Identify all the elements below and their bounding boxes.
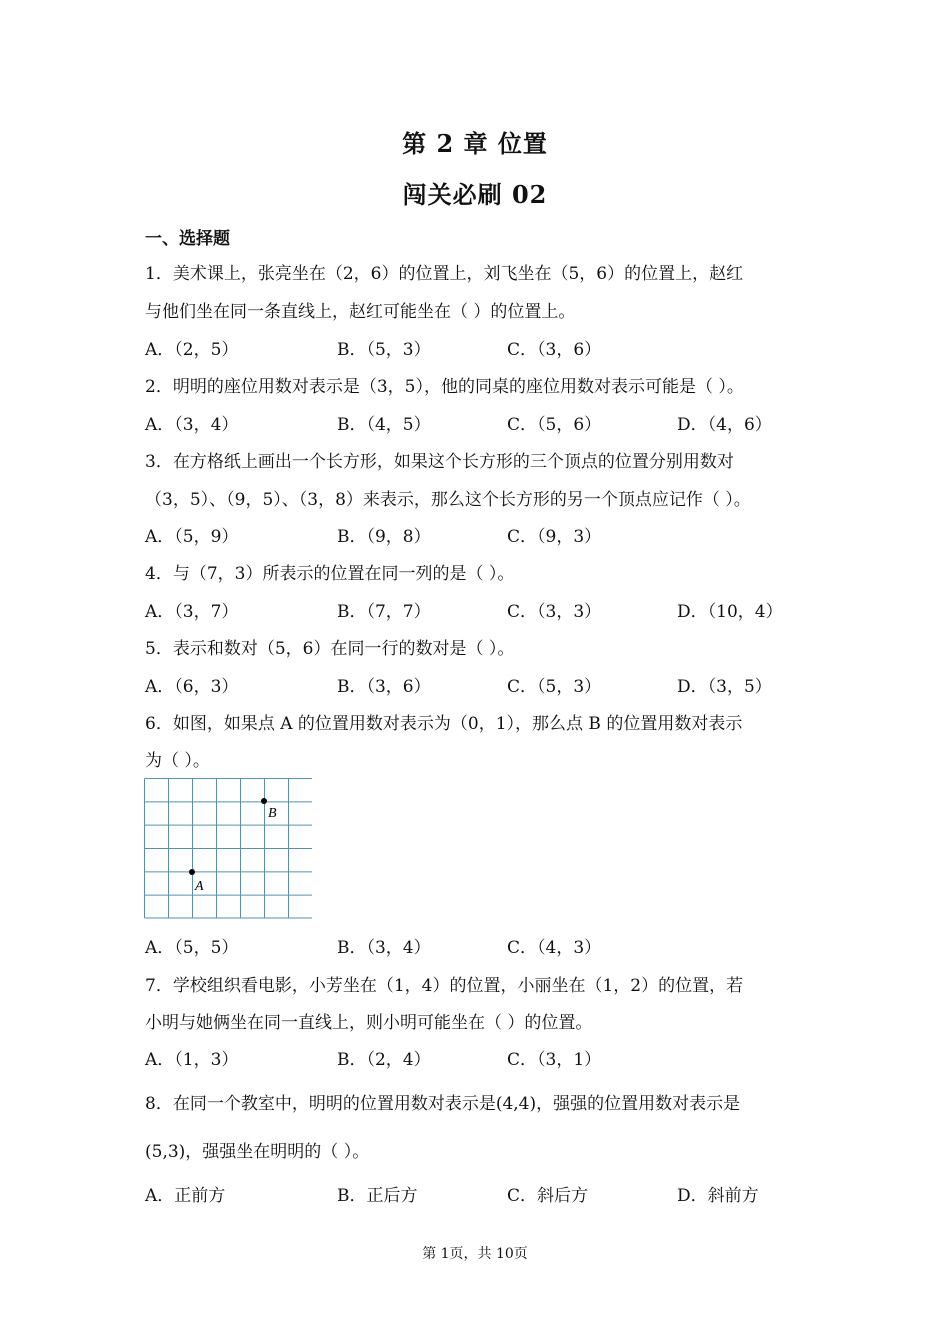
question-6-option-c[interactable]: C．（4，3） [507,938,602,958]
question-3-option-b[interactable]: B．（9，8） [337,527,431,547]
question-3-line-1: 3．在方格纸上画出一个长方形，如果这个长方形的三个顶点的位置分别用数对 [145,452,734,472]
question-6-option-b[interactable]: B．（3，4） [337,938,431,958]
coordinate-grid [144,778,312,919]
question-1-option-a[interactable]: A．（2，5） [145,340,239,360]
question-8-option-d[interactable]: D．斜前方 [677,1186,759,1206]
question-4-option-a[interactable]: A．（3，7） [145,602,239,622]
question-5-option-b[interactable]: B．（3，6） [337,677,431,697]
point-a-label: A [195,879,204,894]
grid-lines [145,779,313,919]
question-2-option-b[interactable]: B．（4，5） [337,415,431,435]
question-4-option-d[interactable]: D．（10，4） [677,602,783,622]
chapter-title: 第 2 章 位置 [402,129,548,158]
point-b-label: B [268,806,277,821]
question-7-option-c[interactable]: C．（3，1） [507,1050,602,1070]
question-2-option-d[interactable]: D．（4，6） [677,415,772,435]
question-8-option-a[interactable]: A．正前方 [145,1186,226,1206]
question-1-line-1: 1．美术课上，张亮坐在（2，6）的位置上，刘飞坐在（5，6）的位置上，赵红 [145,264,744,284]
question-5-option-d[interactable]: D．（3，5） [677,677,772,697]
page-subtitle: 闯关必刷 02 [402,180,548,209]
coordinate-grid-figure [144,778,312,919]
page-footer: 第 1页，共 10页 [422,1246,528,1262]
question-8-option-c[interactable]: C．斜后方 [507,1186,589,1206]
question-5-line-1: 5．表示和数对（5，6）在同一行的数对是（ ）。 [145,639,515,659]
question-6-line-1: 6．如图，如果点 A 的位置用数对表示为（0，1），那么点 B 的位置用数对表示 [145,714,743,734]
question-5-option-a[interactable]: A．（6，3） [145,677,239,697]
question-1-option-c[interactable]: C．（3，6） [507,340,602,360]
question-6-line-2: 为（ ）。 [145,751,210,771]
question-8-line-1: 8．在同一个教室中，明明的位置用数对表示是(4,4)，强强的位置用数对表示是 [145,1094,741,1114]
question-7-option-b[interactable]: B．（2，4） [337,1050,431,1070]
question-3-option-c[interactable]: C．（9，3） [507,527,602,547]
question-4-line-1: 4．与（7，3）所表示的位置在同一列的是（ ）。 [145,564,515,584]
question-4-option-b[interactable]: B．（7，7） [337,602,431,622]
section-heading: 一、选择题 [145,229,230,249]
question-2-line-1: 2．明明的座位用数对表示是（3，5），他的同桌的座位用数对表示可能是（ ）。 [145,377,744,397]
point-a-marker [189,869,195,875]
question-1-option-b[interactable]: B．（5，3） [337,340,431,360]
question-6-option-a[interactable]: A．（5，5） [145,938,239,958]
question-2-option-a[interactable]: A．（3，4） [145,415,239,435]
point-b-marker [261,798,267,804]
question-3-option-a[interactable]: A．（5，9） [145,527,239,547]
question-8-option-b[interactable]: B．正后方 [337,1186,418,1206]
question-3-line-2: （3，5）、（9，5）、（3，8）来表示，那么这个长方形的另一个顶点应记作（ ）。 [145,490,751,510]
question-5-option-c[interactable]: C．（5，3） [507,677,602,697]
question-8-line-2: (5,3)，强强坐在明明的（ ）。 [145,1142,370,1162]
question-7-line-1: 7．学校组织看电影，小芳坐在（1，4）的位置，小丽坐在（1，2）的位置，若 [145,976,744,996]
question-1-line-2: 与他们坐在同一条直线上，赵红可能坐在（ ）的位置上。 [145,302,576,322]
question-2-option-c[interactable]: C．（5，6） [507,415,602,435]
question-7-line-2: 小明与她俩坐在同一直线上，则小明可能坐在（ ）的位置。 [145,1013,593,1033]
question-4-option-c[interactable]: C．（3，3） [507,602,602,622]
question-7-option-a[interactable]: A．（1，3） [145,1050,239,1070]
